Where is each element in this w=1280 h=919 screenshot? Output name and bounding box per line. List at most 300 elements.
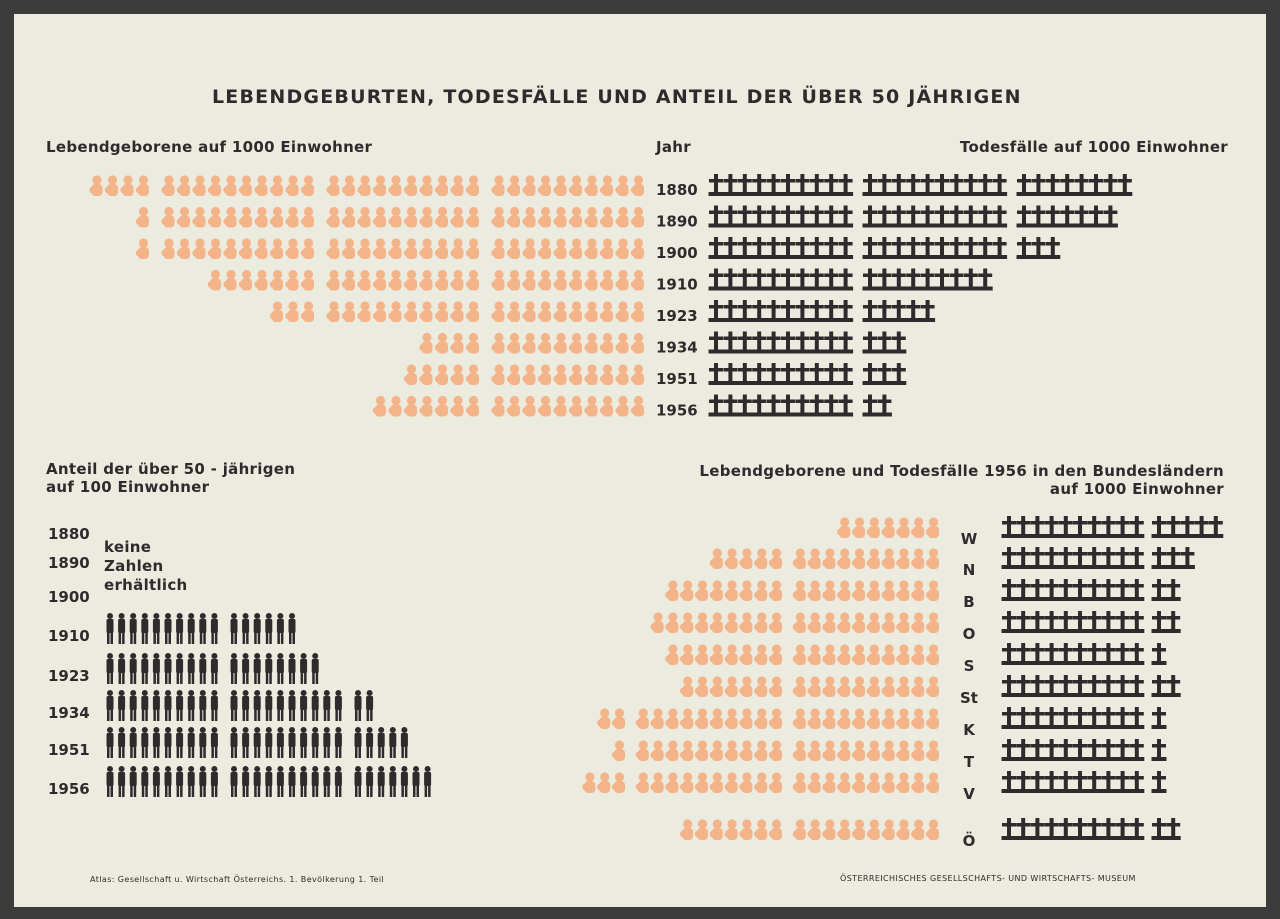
state-death-icon-N-9: [1115, 547, 1130, 569]
state-death-icon-V-7: [1087, 771, 1102, 793]
state-birth-icon-V-23: [582, 772, 595, 793]
birth-icon-1880-11: [466, 175, 479, 196]
state-birth-icon-T-11: [769, 740, 782, 761]
death-icon-1934-6: [781, 332, 796, 354]
state-birth-icon-V-5: [867, 772, 880, 793]
person-icon-1934-12: [242, 690, 249, 721]
birth-icon-1910-18: [357, 270, 370, 291]
birth-icon-1900-29: [177, 238, 190, 259]
death-icon-1910-7: [795, 269, 810, 291]
death-icon-1880-28: [1117, 174, 1132, 196]
state-birth-icon-V-14: [725, 772, 738, 793]
state-death-icon-B-10: [1129, 579, 1144, 601]
person-icon-1956-9: [199, 766, 206, 797]
state-birth-icon-W-5: [867, 517, 880, 538]
state-death-icon-St-12: [1166, 675, 1181, 697]
state-death-icon-Ö-7: [1087, 818, 1102, 840]
state-death-icon-T-4: [1044, 739, 1059, 761]
birth-icon-1951-8: [522, 364, 535, 385]
death-icon-1880-8: [809, 174, 824, 196]
death-icon-1923-6: [781, 300, 796, 322]
states-label-line2: auf 1000 Einwohner: [1049, 480, 1224, 498]
state-birth-icon-V-1: [926, 772, 939, 793]
state-birth-icon-St-10: [793, 676, 806, 697]
state-death-icon-O-3: [1030, 611, 1045, 633]
person-icon-1923-2: [118, 653, 125, 684]
person-icon-1923-9: [199, 653, 206, 684]
state-birth-icon-Ö-16: [695, 819, 708, 840]
birth-icon-1951-15: [404, 364, 417, 385]
death-icon-1951-12: [877, 363, 892, 385]
death-icon-1900-16: [935, 237, 950, 259]
state-birth-icon-S-15: [710, 644, 723, 665]
birth-icon-1890-30: [161, 207, 174, 228]
state-birth-icon-B-3: [896, 580, 909, 601]
state-birth-icon-W-2: [911, 517, 924, 538]
birth-icon-1890-16: [388, 207, 401, 228]
death-icon-1900-7: [795, 237, 810, 259]
death-icon-1900-10: [838, 237, 853, 259]
age-row-1923: [107, 653, 319, 684]
birth-icon-1880-20: [326, 175, 339, 196]
death-icon-1890-4: [752, 206, 767, 228]
birth-icon-1890-1: [631, 207, 644, 228]
top-row-1880: [89, 174, 1132, 196]
birth-icon-1956-2: [615, 396, 628, 417]
birth-icon-1890-18: [357, 207, 370, 228]
death-icon-1923-2: [723, 300, 738, 322]
state-death-icon-B-3: [1030, 579, 1045, 601]
person-icon-1951-19: [323, 727, 330, 758]
death-icon-1880-12: [877, 174, 892, 196]
state-death-icon-Ö-5: [1058, 818, 1073, 840]
age-row-1934: [107, 690, 374, 721]
death-icon-1923-7: [795, 300, 810, 322]
person-icon-1934-15: [277, 690, 284, 721]
state-death-icon-O-11: [1152, 611, 1167, 633]
birth-icon-1890-6: [553, 207, 566, 228]
birth-icon-1900-21: [301, 238, 314, 259]
state-birth-icon-K-6: [852, 708, 865, 729]
state-death-icon-V-10: [1129, 771, 1144, 793]
death-icon-1956-9: [824, 395, 839, 417]
state-birth-icon-S-1: [926, 644, 939, 665]
birth-icon-1890-19: [342, 207, 355, 228]
person-icon-1934-22: [366, 690, 373, 721]
birth-icon-1923-21: [301, 301, 314, 322]
death-icon-1956-10: [838, 395, 853, 417]
death-icon-1951-5: [766, 363, 781, 385]
state-birth-icon-B-15: [710, 580, 723, 601]
person-icon-1956-3: [130, 766, 137, 797]
state-birth-icon-B-8: [822, 580, 835, 601]
birth-icon-1900-28: [192, 238, 205, 259]
person-icon-1956-10: [211, 766, 218, 797]
death-icon-1923-8: [809, 300, 824, 322]
person-icon-1923-1: [107, 653, 114, 684]
death-icon-1880-20: [992, 174, 1007, 196]
birth-icon-1910-6: [553, 270, 566, 291]
state-birth-icon-S-17: [680, 644, 693, 665]
state-death-icon-K-3: [1030, 707, 1045, 729]
birth-icon-1934-6: [553, 333, 566, 354]
state-death-icon-St-3: [1030, 675, 1045, 697]
birth-icon-1880-29: [177, 175, 190, 196]
state-death-icon-B-12: [1166, 579, 1181, 601]
person-icon-1956-15: [277, 766, 284, 797]
state-birth-icon-N-7: [837, 548, 850, 569]
state-birth-icon-St-17: [680, 676, 693, 697]
death-icon-1923-14: [906, 300, 921, 322]
state-birth-icon-Ö-3: [896, 819, 909, 840]
state-birth-icon-S-18: [665, 644, 678, 665]
person-icon-1956-2: [118, 766, 125, 797]
death-icon-1890-15: [920, 206, 935, 228]
state-birth-icon-K-19: [651, 708, 664, 729]
birth-icon-1900-31: [136, 238, 149, 259]
birth-icon-1890-8: [522, 207, 535, 228]
birth-icon-1910-23: [270, 270, 283, 291]
state-row-B: [665, 579, 1180, 601]
death-icon-1880-9: [824, 174, 839, 196]
person-icon-1951-11: [231, 727, 238, 758]
birth-icon-1880-32: [120, 175, 133, 196]
state-birth-icon-V-9: [808, 772, 821, 793]
person-icon-1951-4: [141, 727, 148, 758]
birth-icon-1900-27: [208, 238, 221, 259]
year-label-1890: 1890: [656, 212, 698, 231]
state-death-icon-W-4: [1044, 516, 1059, 538]
death-icon-1880-3: [737, 174, 752, 196]
state-birth-icon-O-19: [651, 612, 664, 633]
state-birth-icon-Ö-1: [926, 819, 939, 840]
death-icon-1923-13: [891, 300, 906, 322]
person-icon-1923-6: [165, 653, 172, 684]
person-icon-1934-10: [211, 690, 218, 721]
state-birth-icon-St-9: [808, 676, 821, 697]
birth-icon-1900-11: [466, 238, 479, 259]
death-icon-1900-21: [1017, 237, 1032, 259]
state-birth-icon-St-6: [852, 676, 865, 697]
state-death-icon-W-3: [1030, 516, 1045, 538]
state-birth-icon-O-9: [808, 612, 821, 633]
birth-icon-1880-25: [239, 175, 252, 196]
state-death-icon-K-9: [1115, 707, 1130, 729]
state-death-icon-S-7: [1087, 643, 1102, 665]
death-icon-1900-19: [978, 237, 993, 259]
death-icon-1890-3: [737, 206, 752, 228]
death-icon-1934-5: [766, 332, 781, 354]
birth-icon-1923-9: [507, 301, 520, 322]
state-birth-icon-V-15: [710, 772, 723, 793]
top-row-1910: [208, 269, 993, 291]
state-death-icon-W-14: [1194, 516, 1209, 538]
person-icon-1934-19: [323, 690, 330, 721]
age-year-label-1910: 1910: [48, 627, 90, 645]
birth-icon-1880-1: [631, 175, 644, 196]
person-icon-1923-3: [130, 653, 137, 684]
state-birth-icon-T-5: [867, 740, 880, 761]
death-icon-1923-11: [863, 300, 878, 322]
birth-icon-1956-12: [450, 396, 463, 417]
state-death-icon-Ö-10: [1129, 818, 1144, 840]
state-birth-icon-B-9: [808, 580, 821, 601]
state-birth-icon-St-1: [926, 676, 939, 697]
death-icon-1956-7: [795, 395, 810, 417]
state-birth-icon-B-10: [793, 580, 806, 601]
birth-icon-1890-20: [326, 207, 339, 228]
state-birth-icon-Ö-17: [680, 819, 693, 840]
state-birth-icon-W-6: [852, 517, 865, 538]
death-icon-1880-5: [766, 174, 781, 196]
state-birth-icon-N-15: [710, 548, 723, 569]
state-birth-icon-V-18: [665, 772, 678, 793]
state-death-icon-S-2: [1016, 643, 1031, 665]
state-death-icon-S-9: [1115, 643, 1130, 665]
birth-icon-1956-10: [491, 396, 504, 417]
person-icon-1956-22: [366, 766, 373, 797]
death-icon-1910-2: [723, 269, 738, 291]
birth-icon-1951-5: [569, 364, 582, 385]
state-birth-icon-O-11: [769, 612, 782, 633]
death-icon-1956-5: [766, 395, 781, 417]
birth-icon-1880-22: [285, 175, 298, 196]
state-birth-icon-V-16: [695, 772, 708, 793]
state-death-icon-N-13: [1180, 547, 1195, 569]
state-birth-icon-T-7: [837, 740, 850, 761]
birth-icon-1923-15: [404, 301, 417, 322]
state-death-icon-W-8: [1101, 516, 1116, 538]
death-icon-1910-8: [809, 269, 824, 291]
birth-icon-1900-3: [600, 238, 613, 259]
death-icon-1910-18: [963, 269, 978, 291]
death-icon-1910-6: [781, 269, 796, 291]
year-label-1910: 1910: [656, 275, 698, 294]
birth-icon-1900-18: [357, 238, 370, 259]
death-icon-1880-25: [1074, 174, 1089, 196]
state-birth-icon-V-4: [882, 772, 895, 793]
birth-icon-1900-7: [538, 238, 551, 259]
person-icon-1956-6: [165, 766, 172, 797]
state-birth-icon-N-11: [769, 548, 782, 569]
person-icon-1910-6: [165, 613, 172, 644]
birth-icon-1923-13: [435, 301, 448, 322]
state-birth-icon-O-3: [896, 612, 909, 633]
state-birth-icon-Ö-10: [793, 819, 806, 840]
birth-icon-1900-1: [631, 238, 644, 259]
death-icon-1900-14: [906, 237, 921, 259]
state-death-icon-W-7: [1087, 516, 1102, 538]
state-death-icon-W-6: [1073, 516, 1088, 538]
death-icon-1934-7: [795, 332, 810, 354]
state-birth-icon-St-7: [837, 676, 850, 697]
birth-icon-1910-3: [600, 270, 613, 291]
birth-icon-1880-6: [553, 175, 566, 196]
death-icon-1890-12: [877, 206, 892, 228]
birth-icon-1910-15: [404, 270, 417, 291]
person-icon-1951-18: [312, 727, 319, 758]
state-birth-icon-V-7: [837, 772, 850, 793]
birth-icon-1880-17: [373, 175, 386, 196]
death-icon-1900-20: [992, 237, 1007, 259]
death-icon-1880-17: [949, 174, 964, 196]
death-icon-1934-1: [709, 332, 724, 354]
birth-icon-1910-20: [326, 270, 339, 291]
no-data-note-line1: keine: [104, 538, 152, 556]
birth-icon-1880-5: [569, 175, 582, 196]
birth-icon-1951-7: [538, 364, 551, 385]
state-birth-icon-K-15: [710, 708, 723, 729]
death-icon-1900-23: [1045, 237, 1060, 259]
state-birth-icon-S-16: [695, 644, 708, 665]
birth-icon-1923-19: [342, 301, 355, 322]
person-icon-1910-15: [277, 613, 284, 644]
poster-title: LEBENDGEBURTEN, TODESFÄLLE UND ANTEIL DER ÜBER 50 JÄHRIGEN: [212, 86, 1022, 108]
death-icon-1890-8: [809, 206, 824, 228]
birth-icon-1890-17: [373, 207, 386, 228]
top-row-1923: [270, 300, 935, 322]
person-icon-1934-11: [231, 690, 238, 721]
birth-icon-1956-1: [631, 396, 644, 417]
age-year-label-1923: 1923: [48, 667, 90, 685]
person-icon-1956-4: [141, 766, 148, 797]
state-death-icon-S-5: [1058, 643, 1073, 665]
births-axis-label: Lebendgeborene auf 1000 Einwohner: [46, 138, 373, 156]
person-icon-1956-27: [424, 766, 431, 797]
top-row-1900: [136, 237, 1060, 259]
state-death-icon-V-5: [1058, 771, 1073, 793]
state-birth-icon-St-15: [710, 676, 723, 697]
death-icon-1890-20: [992, 206, 1007, 228]
no-data-note-line2: Zahlen: [104, 557, 164, 575]
state-birth-icon-B-11: [769, 580, 782, 601]
death-icon-1880-22: [1031, 174, 1046, 196]
state-death-icon-B-4: [1044, 579, 1059, 601]
person-icon-1910-10: [211, 613, 218, 644]
birth-icon-1910-7: [538, 270, 551, 291]
state-birth-icon-Ö-2: [911, 819, 924, 840]
state-birth-icon-St-11: [769, 676, 782, 697]
person-icon-1951-6: [165, 727, 172, 758]
death-icon-1900-4: [752, 237, 767, 259]
state-death-icon-Ö-3: [1030, 818, 1045, 840]
death-icon-1900-22: [1031, 237, 1046, 259]
state-birth-icon-St-16: [695, 676, 708, 697]
state-death-icon-O-6: [1073, 611, 1088, 633]
state-death-icon-S-11: [1152, 643, 1167, 665]
person-icon-1956-17: [300, 766, 307, 797]
person-icon-1956-20: [335, 766, 342, 797]
death-icon-1880-23: [1045, 174, 1060, 196]
birth-icon-1910-9: [507, 270, 520, 291]
death-icon-1890-21: [1017, 206, 1032, 228]
state-death-icon-N-11: [1152, 547, 1167, 569]
person-icon-1923-8: [188, 653, 195, 684]
birth-icon-1880-18: [357, 175, 370, 196]
birth-icon-1951-13: [435, 364, 448, 385]
state-birth-icon-O-5: [867, 612, 880, 633]
state-birth-icon-T-10: [793, 740, 806, 761]
death-icon-1951-8: [809, 363, 824, 385]
age-year-label-1880: 1880: [48, 525, 90, 543]
birth-icon-1934-13: [435, 333, 448, 354]
state-birth-icon-Ö-13: [739, 819, 752, 840]
death-icon-1900-18: [963, 237, 978, 259]
death-icon-1910-12: [877, 269, 892, 291]
state-death-icon-V-1: [1002, 771, 1017, 793]
state-death-icon-B-8: [1101, 579, 1116, 601]
death-icon-1880-4: [752, 174, 767, 196]
birth-icon-1934-11: [466, 333, 479, 354]
death-icon-1890-1: [709, 206, 724, 228]
state-death-icon-W-15: [1208, 516, 1223, 538]
birth-icon-1880-31: [136, 175, 149, 196]
death-icon-1956-8: [809, 395, 824, 417]
death-icon-1890-2: [723, 206, 738, 228]
state-birth-icon-B-12: [754, 580, 767, 601]
state-death-icon-N-1: [1002, 547, 1017, 569]
state-birth-icon-T-14: [725, 740, 738, 761]
state-death-icon-N-4: [1044, 547, 1059, 569]
birth-icon-1923-10: [491, 301, 504, 322]
state-birth-icon-T-3: [896, 740, 909, 761]
birth-icon-1951-12: [450, 364, 463, 385]
state-death-icon-B-11: [1152, 579, 1167, 601]
death-icon-1934-2: [723, 332, 738, 354]
state-death-icon-O-8: [1101, 611, 1116, 633]
birth-icon-1910-16: [388, 270, 401, 291]
birth-icon-1956-5: [569, 396, 582, 417]
state-birth-icon-O-17: [680, 612, 693, 633]
death-icon-1910-15: [920, 269, 935, 291]
state-death-icon-W-2: [1016, 516, 1031, 538]
state-birth-icon-B-6: [852, 580, 865, 601]
death-icon-1900-6: [781, 237, 796, 259]
birth-icon-1890-21: [301, 207, 314, 228]
state-death-icon-Ö-4: [1044, 818, 1059, 840]
state-death-icon-N-10: [1129, 547, 1144, 569]
state-birth-icon-V-6: [852, 772, 865, 793]
death-icon-1923-9: [824, 300, 839, 322]
death-icon-1900-8: [809, 237, 824, 259]
birth-icon-1900-13: [435, 238, 448, 259]
birth-icon-1880-21: [301, 175, 314, 196]
state-birth-icon-V-22: [597, 772, 610, 793]
state-birth-icon-N-6: [852, 548, 865, 569]
footer-atlas-reference: Atlas: Gesellschaft u. Wirtschaft Österreichs. 1. Bevölkerung 1. Teil: [90, 875, 385, 884]
birth-icon-1890-22: [285, 207, 298, 228]
state-row-V: [582, 771, 1166, 793]
state-death-icon-St-8: [1101, 675, 1116, 697]
death-icon-1880-13: [891, 174, 906, 196]
state-birth-icon-K-18: [665, 708, 678, 729]
birth-icon-1951-3: [600, 364, 613, 385]
death-icon-1890-22: [1031, 206, 1046, 228]
death-icon-1890-10: [838, 206, 853, 228]
death-icon-1923-4: [752, 300, 767, 322]
birth-icon-1934-4: [584, 333, 597, 354]
state-birth-icon-K-2: [911, 708, 924, 729]
death-icon-1956-6: [781, 395, 796, 417]
birth-icon-1880-24: [254, 175, 267, 196]
state-death-icon-N-5: [1058, 547, 1073, 569]
state-birth-icon-S-3: [896, 644, 909, 665]
state-death-icon-S-1: [1002, 643, 1017, 665]
death-icon-1923-1: [709, 300, 724, 322]
state-birth-icon-K-14: [725, 708, 738, 729]
state-birth-icon-N-8: [822, 548, 835, 569]
death-icon-1934-12: [877, 332, 892, 354]
